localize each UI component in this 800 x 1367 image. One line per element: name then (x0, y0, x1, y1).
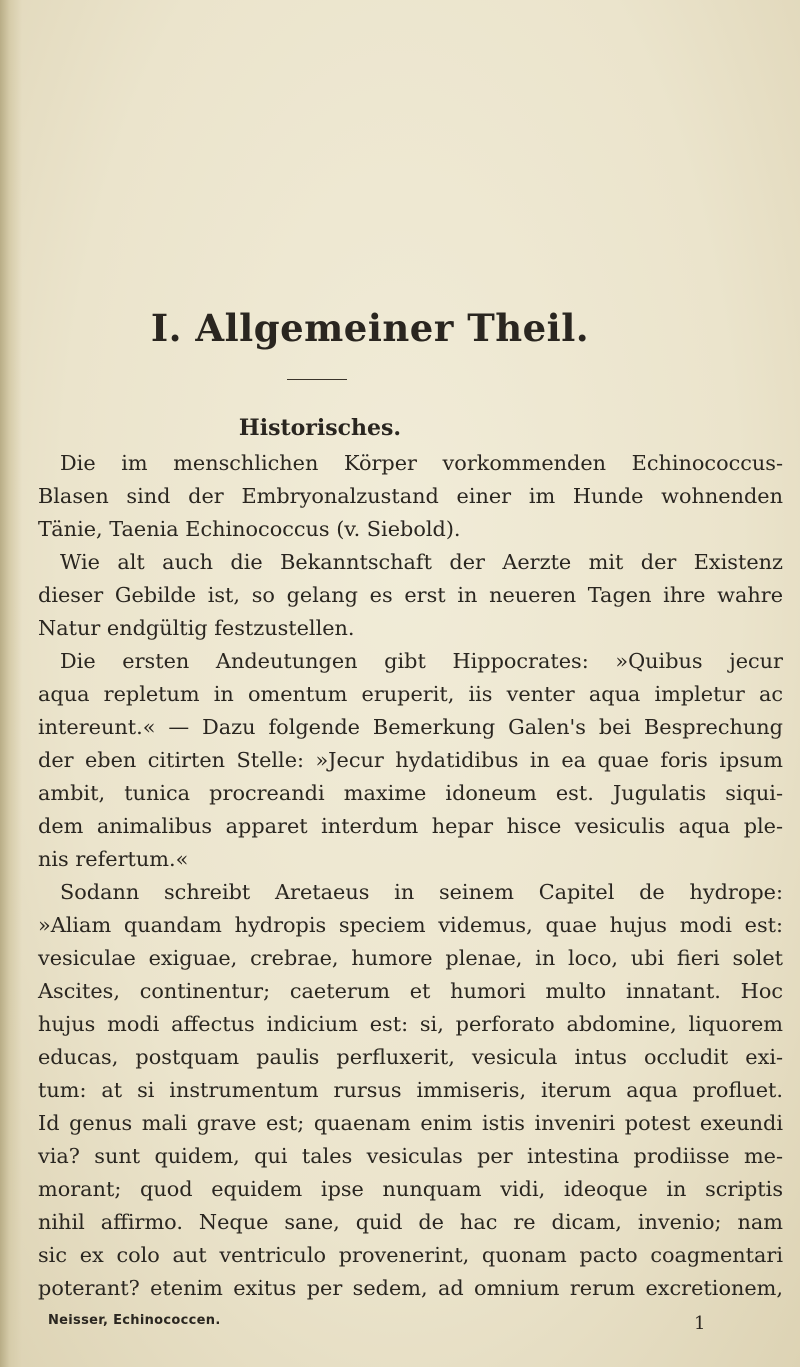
text-line: dieser Gebilde ist, so gelang es erst in neueren Tagen ihre wahre (38, 583, 783, 607)
text-line: Natur endgültig festzustellen. (38, 616, 355, 640)
text-line: Sodann schreibt Aretaeus in seinem Capitel de hydrope: (60, 880, 783, 904)
text-line: nis refertum.« (38, 847, 189, 871)
text-line: »Aliam quandam hydropis speciem videmus, quae hujus modi est: (38, 913, 783, 937)
text-line: Wie alt auch die Bekanntschaft der Aerzte mit der Existenz (60, 550, 783, 574)
text-line: morant; quod equidem ipse nunquam vidi, ideoque in scriptis (38, 1177, 783, 1201)
text-line: dem animalibus apparet interdum hepar hisce vesiculis aqua ple- (38, 814, 783, 838)
text-line: via? sunt quidem, qui tales vesiculas per intestina prodiisse me- (38, 1144, 783, 1168)
text-line: poterant? etenim exitus per sedem, ad omnium rerum excretionem, (38, 1276, 783, 1300)
page-number: 1 (694, 1313, 706, 1334)
text-line: Blasen sind der Embryonalzustand einer im Hunde wohnenden (38, 484, 783, 508)
text-line: hujus modi affectus indicium est: si, perforato abdomine, liquorem (38, 1012, 783, 1036)
signature-mark: Neisser, Echinococcen. (48, 1313, 221, 1328)
text-line: ambit, tunica procreandi maxime idoneum est. Jugulatis siqui- (38, 781, 783, 805)
text-line: Id genus mali grave est; quaenam enim istis inveniri potest exeundi (38, 1111, 783, 1135)
text-line: intereunt.« — Dazu folgende Bemerkung Galen's bei Besprechung (38, 715, 783, 739)
chapter-title: I. Allgemeiner Theil. (150, 306, 590, 350)
text-line: Tänie, Taenia Echinococcus (v. Siebold). (38, 517, 461, 541)
text-line: vesiculae exiguae, crebrae, humore plenae, in loco, ubi fieri solet (38, 946, 783, 970)
text-line: tum: at si instrumentum rursus immiseris, iterum aqua profluet. (38, 1078, 783, 1102)
text-line: Die ersten Andeutungen gibt Hippocrates: »Quibus jecur (60, 649, 783, 673)
text-line: educas, postquam paulis perfluxerit, vesicula intus occludit exi- (38, 1045, 783, 1069)
title-divider (287, 379, 347, 380)
text-line: aqua repletum in omentum eruperit, iis venter aqua impletur ac (38, 682, 783, 706)
text-line: der eben citirten Stelle: »Jecur hydatidibus in ea quae foris ipsum (38, 748, 783, 772)
text-line: Die im menschlichen Körper vorkommenden Echinococcus- (60, 451, 783, 475)
page-binding-shadow (0, 0, 22, 1367)
text-line: sic ex colo aut ventriculo provenerint, quonam pacto coagmentari (38, 1243, 783, 1267)
body-text (38, 447, 783, 1305)
text-line: nihil affirmo. Neque sane, quid de hac re dicam, invenio; nam (38, 1210, 783, 1234)
text-line: Ascites, continentur; caeterum et humori multo innatant. Hoc (38, 979, 783, 1003)
section-title: Historisches. (238, 415, 402, 441)
